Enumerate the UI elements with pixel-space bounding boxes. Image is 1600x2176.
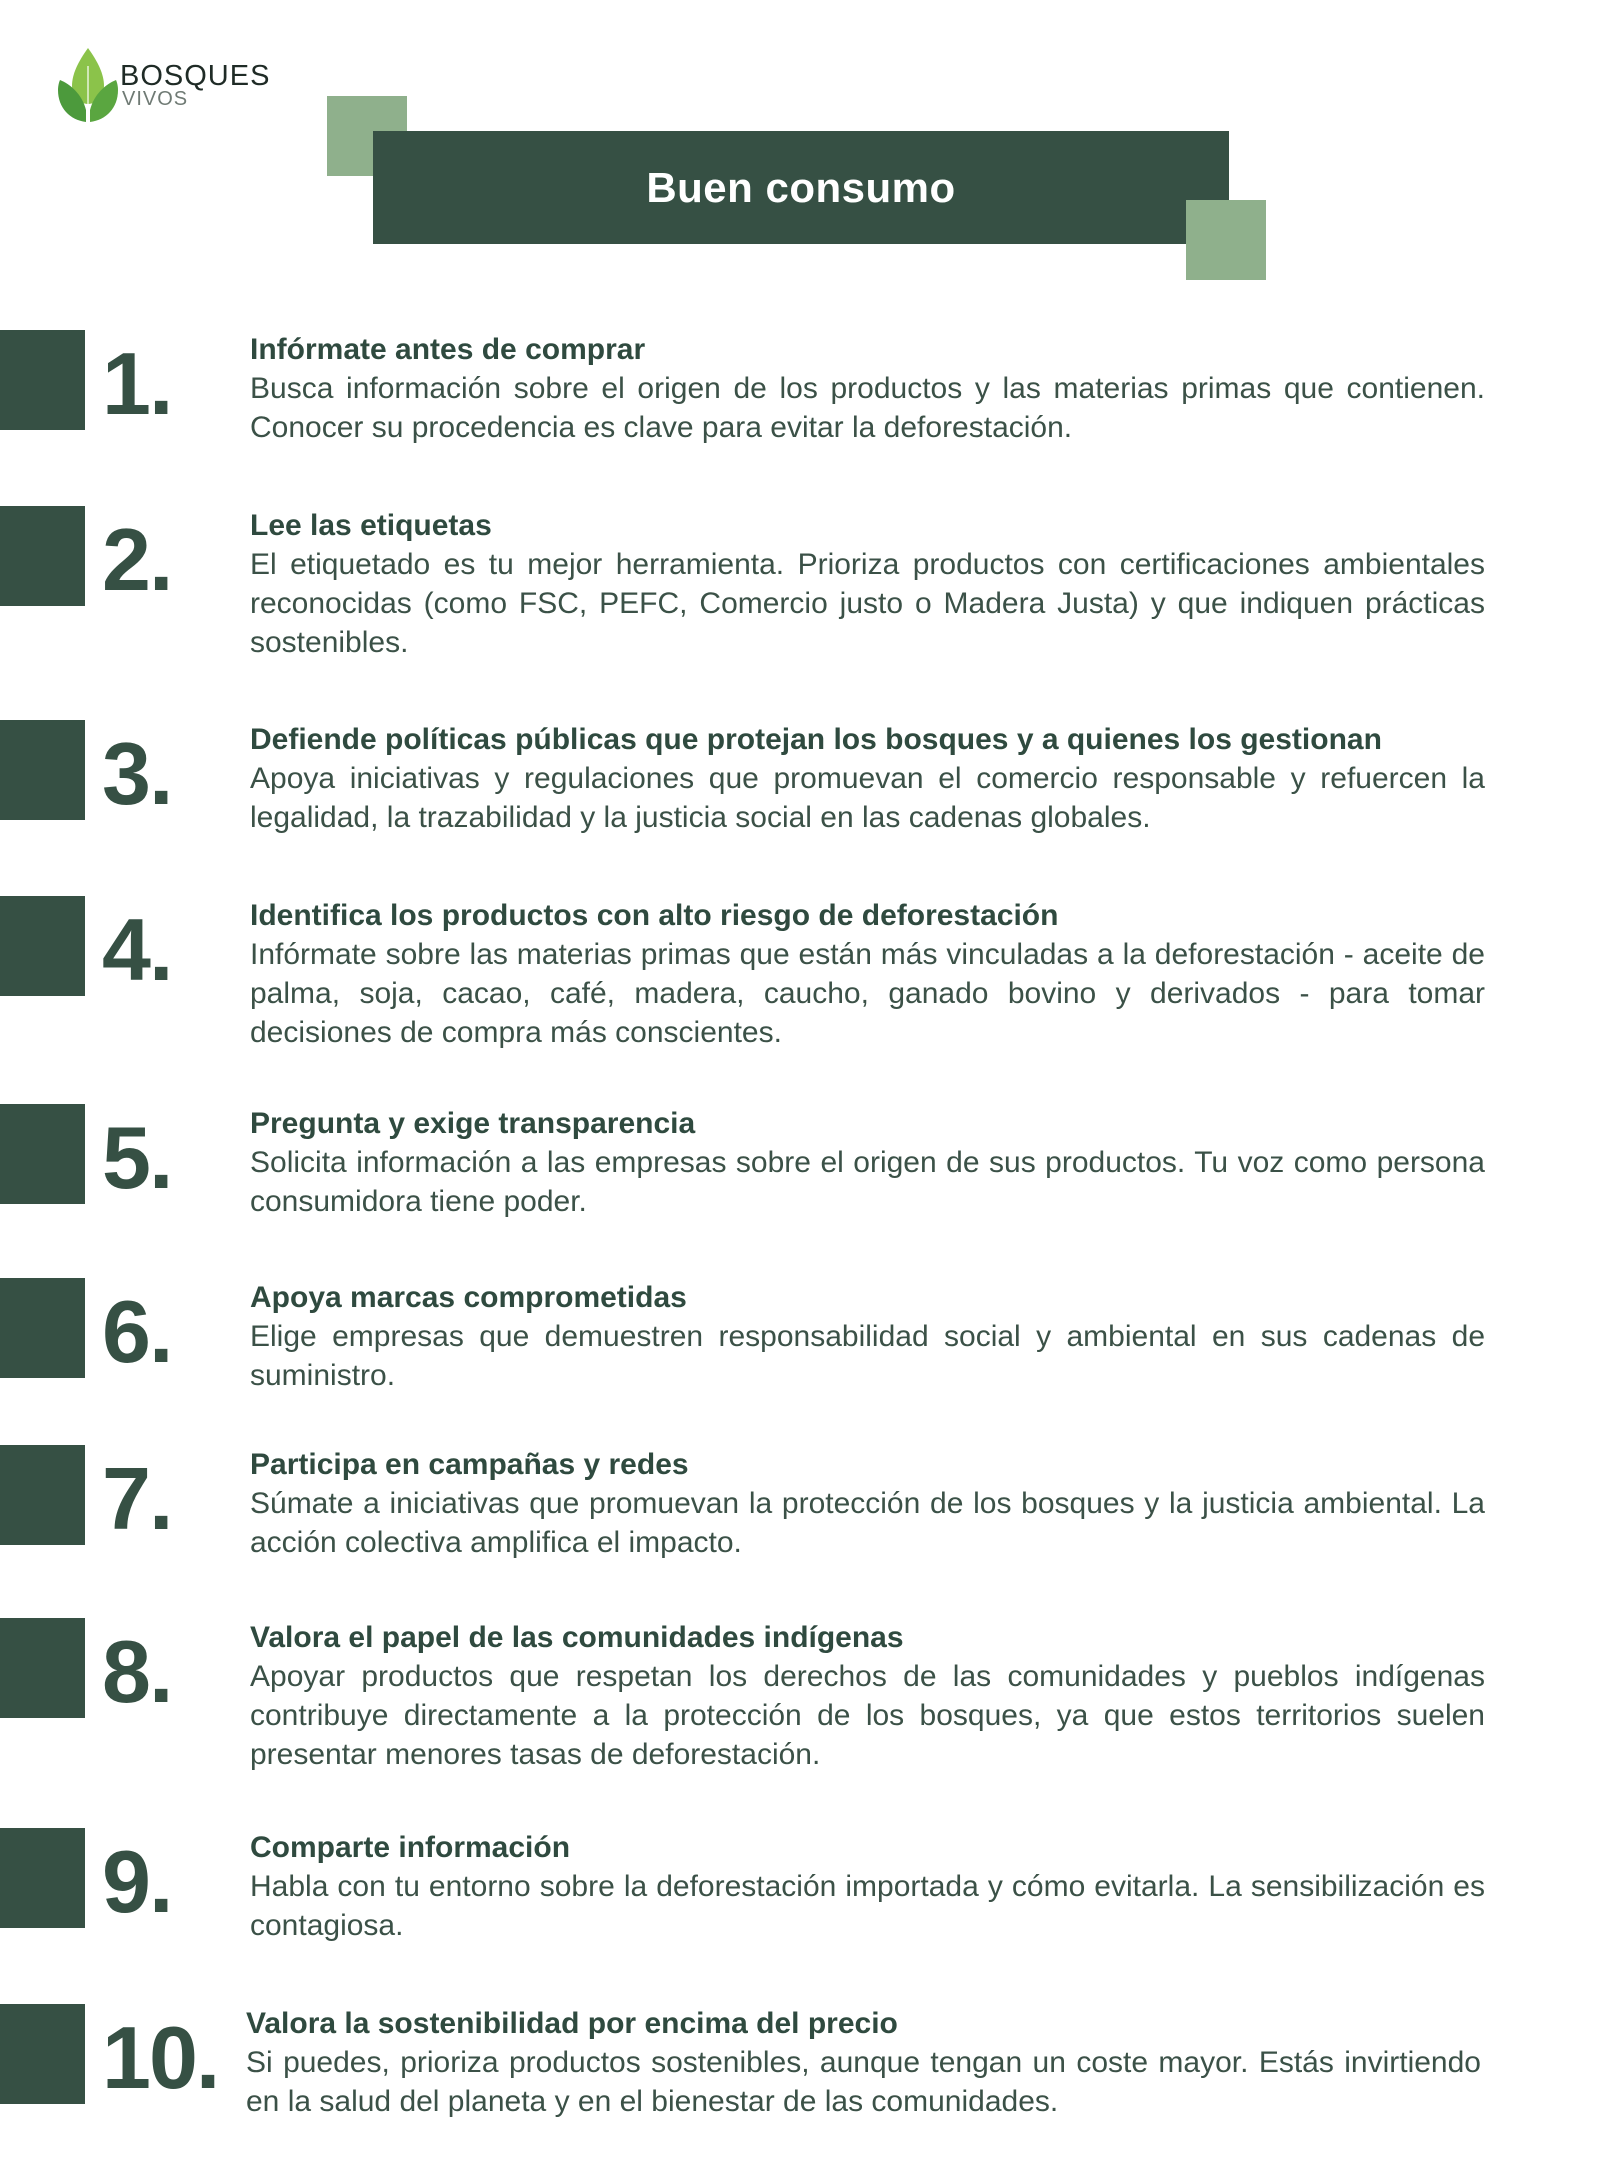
tip-marker-bar (0, 330, 85, 430)
tip-body: Elige empresas que demuestren responsabilidad social y ambiental en sus cadenas de suministro. (250, 1320, 1485, 1392)
tip-title: Comparte información (250, 1831, 571, 1864)
tip-text (250, 506, 1485, 662)
tip-text (250, 330, 1485, 447)
tip-title: Pregunta y exige transparencia (250, 1107, 696, 1140)
tip-marker-bar (0, 1104, 85, 1204)
tip-text (250, 1104, 1485, 1221)
tip-body: Habla con tu entorno sobre la deforestación importada y cómo evitarla. La sensibilización es contagiosa. (250, 1870, 1485, 1942)
tip-body: Apoya iniciativas y regulaciones que promuevan el comercio responsable y refuercen la legalidad, la trazabilidad y la justicia social en las cadenas globales. (250, 762, 1485, 834)
tip-marker-bar (0, 720, 85, 820)
tip-text (250, 720, 1485, 837)
tip-marker-bar (0, 506, 85, 606)
tip-title: Participa en campañas y redes (250, 1448, 689, 1481)
tip-marker-bar (0, 1445, 85, 1545)
page-title: Buen consumo (646, 163, 956, 211)
tip-text (250, 1828, 1485, 1945)
tip-title: Valora la sostenibilidad por encima del precio (246, 2007, 898, 2040)
logo-brand-line-1: BOSQUES (120, 60, 271, 92)
tip-text (250, 1618, 1485, 1774)
tip-marker-bar (0, 1618, 85, 1718)
tip-body: Apoyar productos que respetan los derechos de las comunidades y pueblos indígenas contribuye directamente a la protección de los bosques, ya que estos territorios suelen presentar menores tasas de deforestación. (250, 1660, 1485, 1771)
tip-body: Busca información sobre el origen de los productos y las materias primas que contienen. Conocer su procedencia es clave para evitar la deforestación. (250, 372, 1485, 444)
tip-body: Solicita información a las empresas sobre el origen de sus productos. Tu voz como persona consumidora tiene poder. (250, 1146, 1485, 1218)
tip-number: 6. (102, 1282, 172, 1381)
tip-body: Si puedes, prioriza productos sostenibles, aunque tengan un coste mayor. Estás invirtiendo en la salud del planeta y en el bienestar de las comunidades. (246, 2046, 1481, 2118)
tip-body: Infórmate sobre las materias primas que están más vinculadas a la deforestación - aceite de palma, soja, cacao, café, madera, caucho, ganado bovino y derivados - para tomar decisiones de compra más conscientes. (250, 938, 1485, 1049)
leaf-drop-icon (56, 46, 120, 124)
logo-brand-line-2: VIVOS (122, 88, 189, 110)
tip-number: 8. (102, 1622, 172, 1721)
tip-number: 4. (102, 900, 172, 999)
tip-number: 1. (102, 334, 172, 433)
tip-marker-bar (0, 2004, 85, 2104)
tip-marker-bar (0, 896, 85, 996)
tip-number: 5. (102, 1108, 172, 1207)
brand-logo (56, 46, 296, 126)
tip-title: Defiende políticas públicas que protejan los bosques y a quienes los gestionan (250, 723, 1382, 756)
tip-title: Identifica los productos con alto riesgo de deforestación (250, 899, 1059, 932)
tip-marker-bar (0, 1278, 85, 1378)
tip-number: 10. (102, 2008, 219, 2107)
tip-number: 3. (102, 724, 172, 823)
tip-text (250, 1278, 1485, 1395)
tip-title: Lee las etiquetas (250, 509, 492, 542)
tip-marker-bar (0, 1828, 85, 1928)
tip-number: 7. (102, 1449, 172, 1548)
tip-text (250, 896, 1485, 1052)
title-banner (373, 131, 1229, 244)
tip-number: 2. (102, 510, 172, 609)
tip-text (246, 2004, 1481, 2121)
tip-title: Infórmate antes de comprar (250, 333, 646, 366)
tip-number: 9. (102, 1832, 172, 1931)
tip-title: Valora el papel de las comunidades indígenas (250, 1621, 904, 1654)
tip-body: El etiquetado es tu mejor herramienta. Prioriza productos con certificaciones ambientales reconocidas (como FSC, PEFC, Comercio justo o Madera Justa) y que indiquen prácticas sostenibles. (250, 548, 1485, 659)
tip-title: Apoya marcas comprometidas (250, 1281, 687, 1314)
decorative-square-bottom-right (1186, 200, 1266, 280)
tip-body: Súmate a iniciativas que promuevan la protección de los bosques y la justicia ambiental. La acción colectiva amplifica el impacto. (250, 1487, 1485, 1559)
tip-text (250, 1445, 1485, 1562)
